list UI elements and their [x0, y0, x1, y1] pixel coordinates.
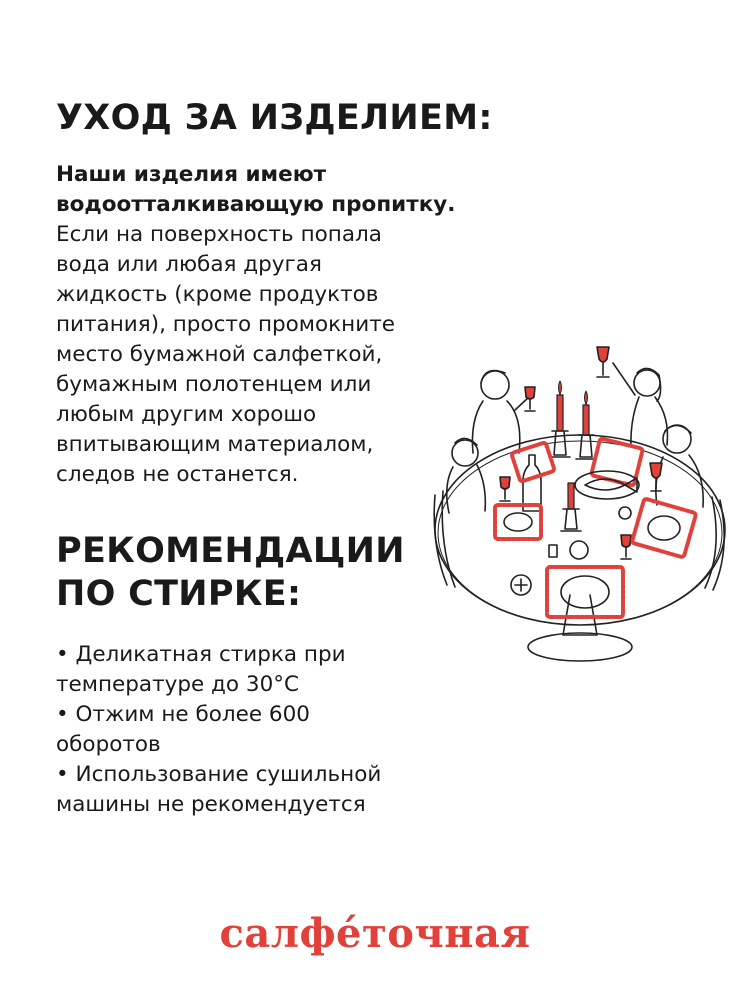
wash-title	[56, 530, 405, 616]
care-line: впитывающим материалом,	[56, 432, 374, 457]
care-bold-line: Наши изделия имеют	[56, 162, 327, 187]
wash-title-line: ПО СТИРКЕ:	[56, 574, 302, 614]
care-title: УХОД ЗА ИЗДЕЛИЕМ:	[56, 98, 493, 138]
care-line: Если на поверхность попала	[56, 222, 382, 247]
wash-line: температуре до 30°C	[56, 672, 300, 697]
care-line: бумажным полотенцем или	[56, 372, 372, 397]
wash-line: • Деликатная стирка при	[56, 642, 346, 667]
care-line: вода или любая другая	[56, 252, 322, 277]
wash-line: • Использование сушильной	[56, 762, 382, 787]
wash-list	[56, 640, 456, 820]
dinner-party-illustration	[425, 335, 735, 675]
care-line: жидкость (кроме продуктов	[56, 282, 379, 307]
wash-line: машины не рекомендуется	[56, 792, 366, 817]
wash-title-line: РЕКОМЕНДАЦИИ	[56, 531, 405, 571]
care-line: питания), просто промокните	[56, 312, 395, 337]
brand-logo: салфе́точная	[219, 910, 531, 957]
wash-line: оборотов	[56, 732, 161, 757]
wash-line: • Отжим не более 600	[56, 702, 310, 727]
care-line: место бумажной салфеткой,	[56, 342, 383, 367]
care-line: любым другим хорошо	[56, 402, 317, 427]
care-line: следов не останется.	[56, 462, 299, 487]
care-bold-line: водоотталкивающую пропитку.	[56, 192, 456, 217]
